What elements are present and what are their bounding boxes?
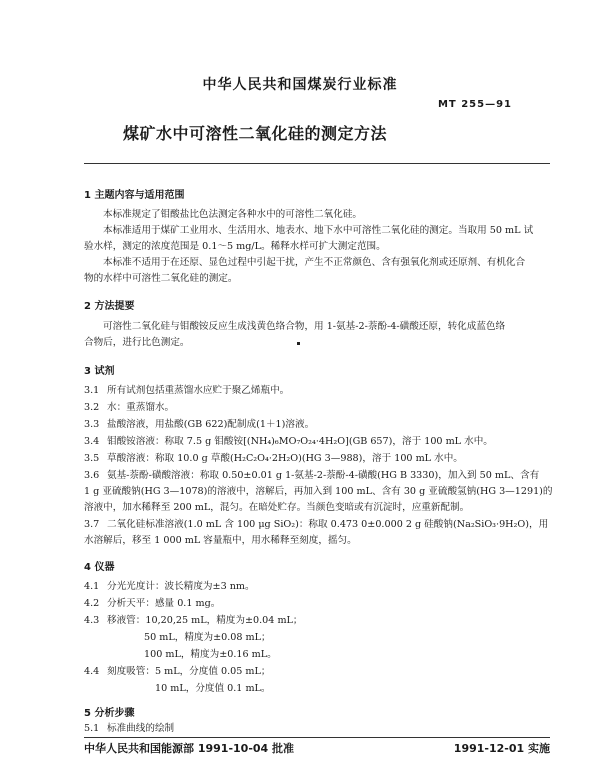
document-title: 煤矿水中可溶性二氧化硅的测定方法 [123, 124, 388, 143]
clause-text: 10 mL，分度值 0.1 mL。 [155, 683, 271, 694]
clause-text: 分析天平：感量 0.1 mg。 [107, 598, 221, 609]
clause-number: 3.3 [84, 419, 100, 430]
clause-text: 二氧化硅标准溶液(1.0 mL 含 100 μg SiO₂)：称取 0.473 0±0.000 2 g 硅酸钠(Na₂SiO₃·9H₂O)，用 [107, 519, 549, 530]
clause-text: 草酸溶液：称取 10.0 g 草酸(H₂C₂O₄·2H₂O)(HG 3—988)，溶于 100 mL 水中。 [107, 453, 463, 464]
clause-text: 氨基-萘酚-磺酸溶液：称取 0.50±0.01 g 1-氨基-2-萘酚-4-磺酸(HG B 3330)，加入到 50 mL、含有 [107, 470, 540, 481]
clause-text: 100 mL，精度为±0.16 mL。 [144, 649, 277, 660]
clause-number: 3.2 [84, 402, 100, 413]
standard-code: MT 255—91 [437, 99, 512, 110]
section-1-line: 本标准适用于煤矿工业用水、生活用水、地表水、地下水中可溶性二氧化硅的测定。当取用 50 mL 试 [103, 225, 534, 236]
section-5-heading: 5 分析步骤 [84, 708, 135, 719]
section-1-line: 本标准不适用于在还原、显色过程中引起干扰，产生不正常颜色、含有强氧化剂或还原剂、有机化合 [103, 257, 526, 268]
clause-text: 分光光度计：波长精度为±3 nm。 [107, 581, 255, 592]
clause-number: 3.1 [84, 385, 100, 396]
section-1-line: 本标准规定了钼酸盐比色法测定各种水中的可溶性二氧化硅。 [103, 209, 363, 220]
section-3-heading: 3 试剂 [84, 366, 115, 377]
clause-text: 盐酸溶液，用盐酸(GB 622)配制成(1＋1)溶液。 [107, 419, 315, 430]
clause-text: 钼酸铵溶液：称取 7.5 g 钼酸铵[(NH₄)₆MO₇O₂₄·4H₂O](GB 657)，溶于 100 mL 水中。 [107, 436, 493, 447]
clause-number: 3.6 [84, 470, 100, 481]
clause-text: 水溶解后，移至 1 000 mL 容量瓶中，用水稀释至刻度，摇匀。 [84, 535, 357, 546]
clause-number: 3.4 [84, 436, 100, 447]
section-2-heading: 2 方法提要 [84, 301, 135, 312]
clause-number: 4.3 [84, 615, 100, 626]
section-1-line: 物的水样中可溶性二氧化硅的测定。 [84, 273, 238, 284]
approval-line: 中华人民共和国能源部 1991-10-04 批准 [84, 742, 295, 755]
clause-text: 所有试剂包括重蒸馏水应贮于聚乙烯瓶中。 [107, 385, 290, 396]
clause-number: 4.1 [84, 581, 100, 592]
clause-text: 1 g 亚硫酸钠(HG 3—1078)的溶液中，溶解后，再加入到 100 mL、含有 30 g 亚硫酸氢钠(HG 3—1291)的 [84, 486, 553, 497]
section-1-line: 验水样，测定的浓度范围是 0.1～5 mg/L。稀释水样可扩大测定范围。 [84, 241, 386, 252]
stray-mark [297, 342, 300, 345]
clause-text: 移液管：10,20,25 mL，精度为±0.04 mL； [107, 615, 303, 626]
section-4-heading: 4 仪器 [84, 562, 115, 573]
clause-number: 3.7 [84, 519, 100, 530]
standard-category-header: 中华人民共和国煤炭行业标准 [202, 77, 398, 93]
clause-number: 3.5 [84, 453, 100, 464]
clause-number: 4.4 [84, 666, 100, 677]
clause-number: 4.2 [84, 598, 100, 609]
section-1-heading: 1 主题内容与适用范围 [84, 190, 185, 201]
implementation-date: 1991-12-01 实施 [453, 742, 550, 755]
clause-text: 溶液中，加水稀释至 200 mL，混匀。在暗处贮存。当颜色变暗或有沉淀时，应重新配制。 [84, 502, 470, 513]
clause-text: 标准曲线的绘制 [107, 723, 175, 734]
section-2-line: 可溶性二氧化硅与钼酸铵反应生成浅黄色络合物，用 1-氨基-2-萘酚-4-磺酸还原，转化成蓝色络 [103, 321, 506, 332]
footer-divider [84, 737, 550, 738]
clause-number: 5.1 [84, 723, 100, 734]
section-2-line: 合物后，进行比色测定。 [84, 337, 190, 348]
clause-text: 50 mL，精度为±0.08 mL； [144, 632, 271, 643]
clause-text: 水：重蒸馏水。 [107, 402, 175, 413]
clause-text: 刻度吸管：5 mL，分度值 0.05 mL； [107, 666, 271, 677]
title-divider [84, 163, 550, 164]
